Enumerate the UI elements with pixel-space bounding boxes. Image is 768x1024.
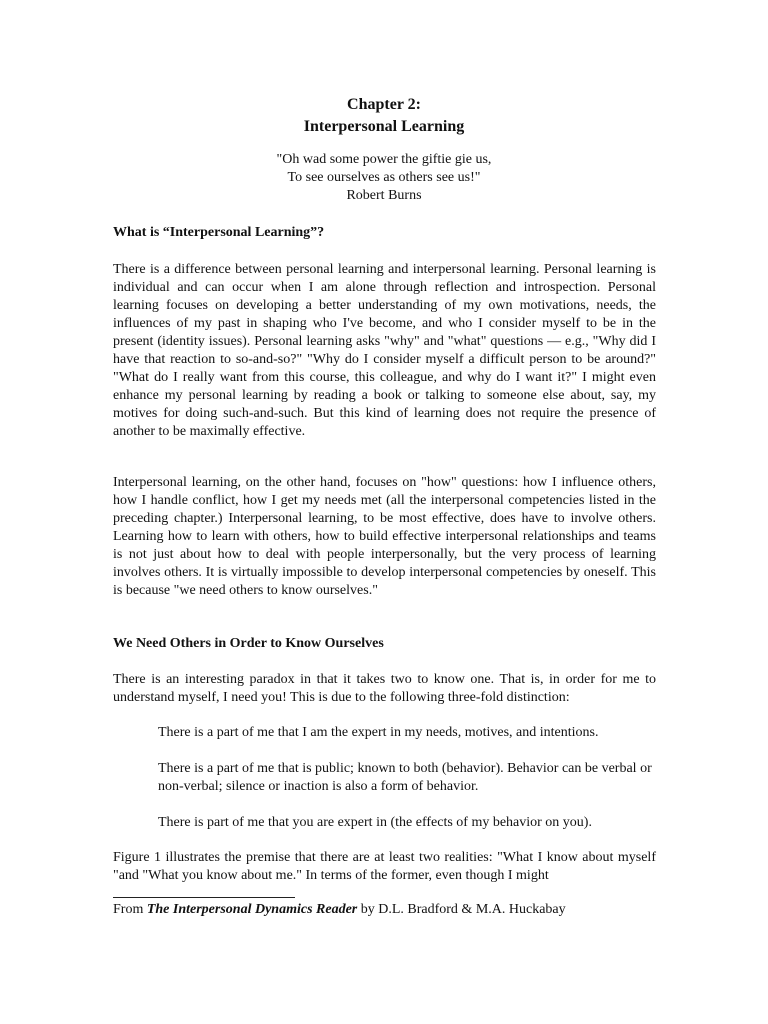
section-heading: We Need Others in Order to Know Ourselves <box>113 636 384 651</box>
list-item: There is part of me that you are expert in (the effects of my behavior on you). <box>158 815 592 830</box>
list-item: There is a part of me that I am the expert in my needs, motives, and intentions. <box>158 725 599 740</box>
paragraph: There is a difference between personal learning and interpersonal learning. Personal learning is individual and can occur when I am alone through reflection and introspection. Personal learning focuses on developing a better understanding of my own motivations, needs, the influences of my past in shaping who I've become, and who I consider myself to be in the present (identity issues). Personal learning asks "why" and "what" questions — e.g., "Why did I have that reaction to so-and-so?" "Why do I consider myself a difficult person to be around?" "What do I really want from this course, this colleague, and why do I want it?" I might even enhance my personal learning by reading a book or talking to someone else about, say, my motives for doing such-and-such. But this kind of learning does not require the presence of another to be maximally effective. <box>113 262 656 439</box>
list-item: There is a part of me that is public; known to both (behavior). Behavior can be verbal or non-verbal; silence or inaction is also a form of behavior. <box>158 761 652 794</box>
chapter-number: Chapter 2: <box>347 96 421 113</box>
section-heading: What is “Interpersonal Learning”? <box>113 225 325 240</box>
epigraph-line: To see ourselves as others see us!" <box>287 170 481 185</box>
footnote-rule <box>113 897 295 898</box>
chapter-title: Interpersonal Learning <box>303 118 465 135</box>
citation-authors: by D.L. Bradford & M.A. Huckabay <box>357 902 566 917</box>
source-citation <box>113 901 566 919</box>
epigraph <box>0 151 768 205</box>
paragraph: There is an interesting paradox in that it takes two to know one. That is, in order for me to understand myself, I need you! This is due to the following three-fold distinction: <box>113 672 656 705</box>
paragraph: Figure 1 illustrates the premise that there are at least two realities: "What I know about myself "and "What you know about me." In terms of the former, even though I might <box>113 850 656 883</box>
epigraph-author: Robert Burns <box>346 188 422 203</box>
epigraph-line: "Oh wad some power the giftie gie us, <box>276 152 492 167</box>
paragraph: Interpersonal learning, on the other hand, focuses on "how" questions: how I influence others, how I handle conflict, how I get my needs met (all the interpersonal competencies listed in the preceding chapter.) Interpersonal learning, to be most effective, does have to involve others. Learning how to learn with others, how to build effective interpersonal relationships and teams is not just about how to deal with people interpersonally, but the very process of learning involves others. It is virtually impossible to develop interpersonal competencies by oneself. This is because "we need others to know ourselves." <box>113 475 656 598</box>
citation-prefix: From <box>113 902 147 917</box>
book-title: The Interpersonal Dynamics Reader <box>146 902 358 917</box>
